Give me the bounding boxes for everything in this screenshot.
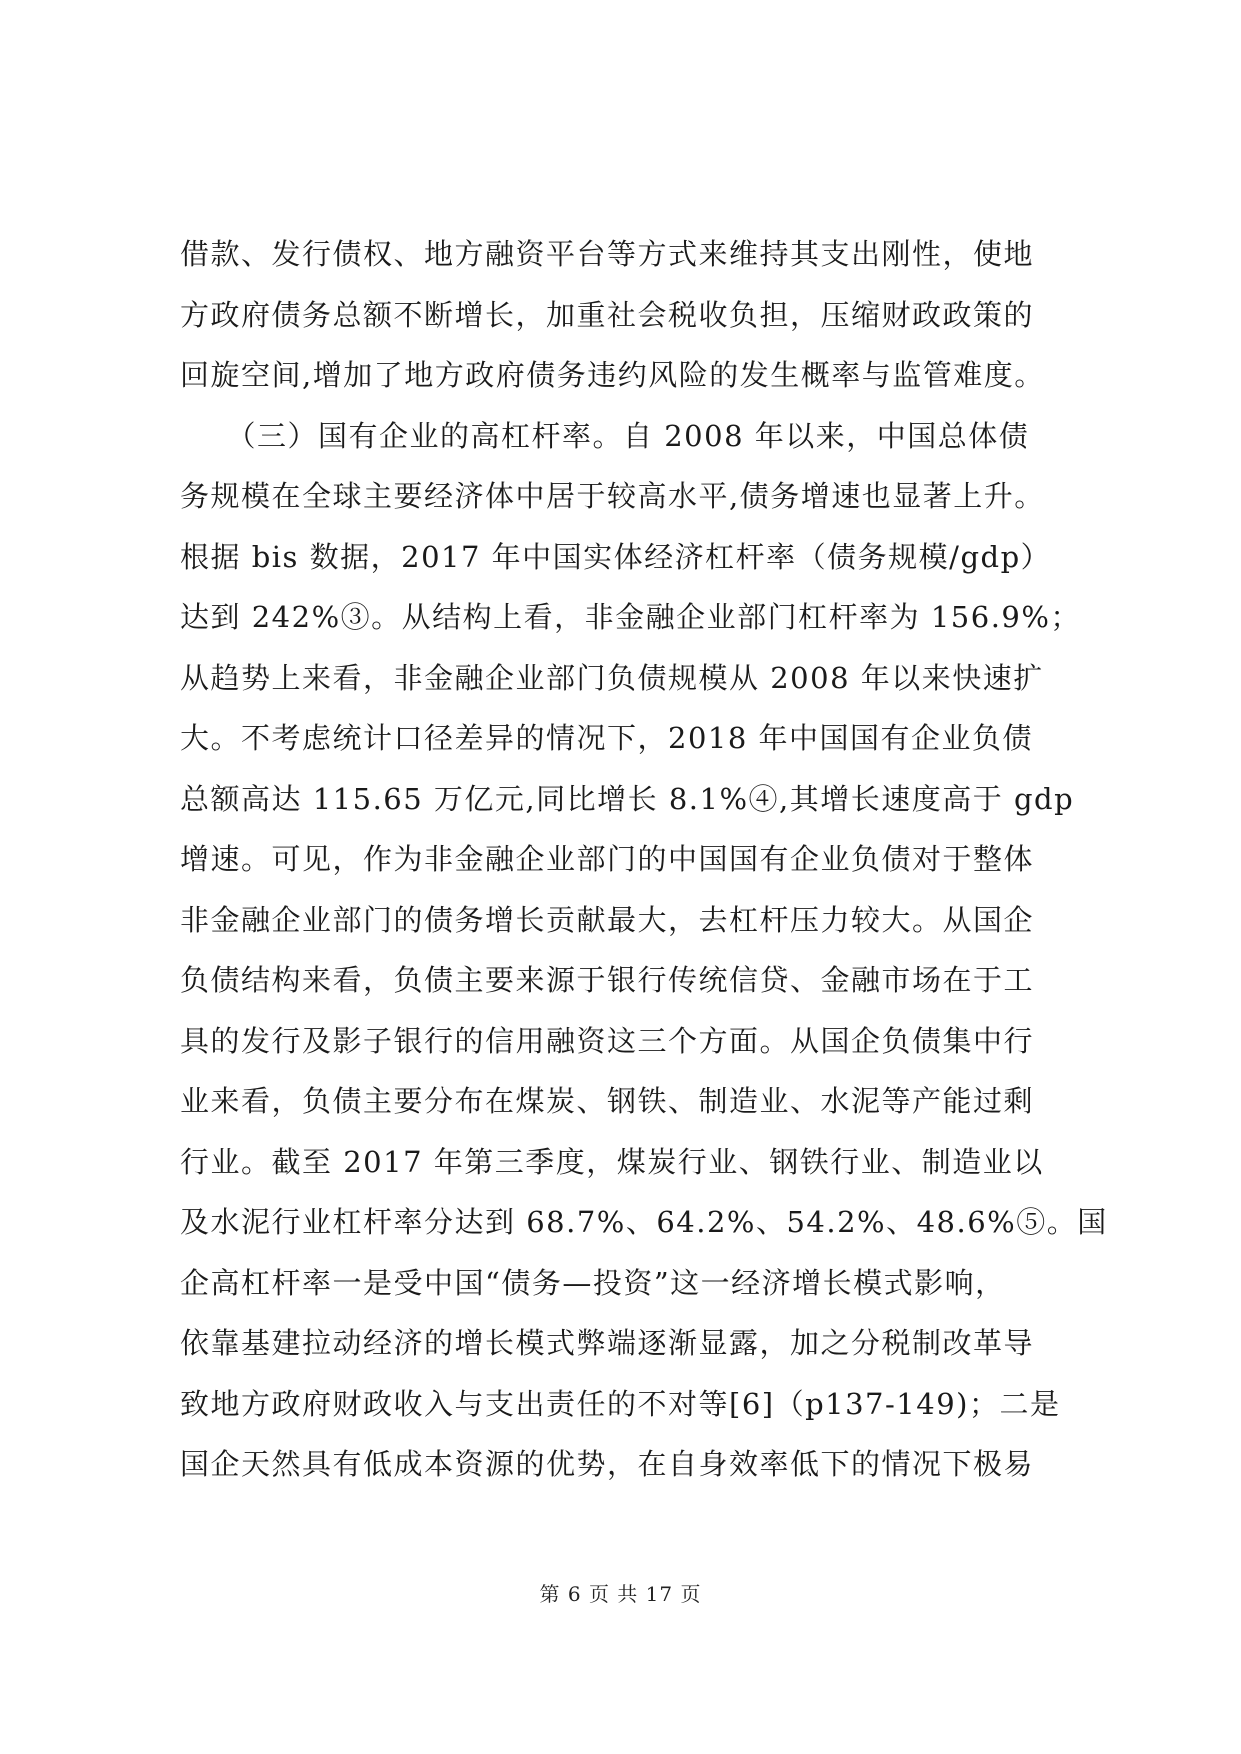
text-line-4: （三）国有企业的高杠杆率。自 2008 年以来，中国总体债 (180, 418, 1030, 453)
text-line-10: 总额高达 115.65 万亿元,同比增长 8.1%④,其增长速度高于 gdp (180, 781, 1075, 816)
text-line-11: 增速。可见，作为非金融企业部门的中国国有企业负债对于整体 (180, 842, 1035, 876)
text-line-13: 负债结构来看，负债主要来源于银行传统信贷、金融市场在于工 (180, 963, 1035, 997)
text-line-17: 及水泥行业杠杆率分达到 68.7%、64.2%、54.2%、48.6%⑤。国 (180, 1205, 1108, 1239)
text-line-12: 非金融企业部门的债务增长贡献最大，去杠杆压力较大。从国企 (180, 902, 1035, 937)
text-line-18: 企高杠杆率一是受中国“债务—投资”这一经济增长模式影响， (180, 1265, 1006, 1300)
text-line-9: 大。不考虑统计口径差异的情况下，2018 年中国国有企业负债 (180, 721, 1034, 755)
text-line-21: 国企天然具有低成本资源的优势，在自身效率低下的情况下极易 (180, 1447, 1035, 1481)
text-line-16: 行业。截至 2017 年第三季度，煤炭行业、钢铁行业、制造业以 (180, 1144, 1044, 1179)
body-text (180, 224, 1108, 1495)
text-line-14: 具的发行及影子银行的信用融资这三个方面。从国企负债集中行 (180, 1023, 1035, 1058)
text-line-1: 借款、发行债权、地方融资平台等方式来维持其支出刚性，使地 (180, 237, 1035, 271)
page-number-footer: 第 6 页 共 17 页 (539, 1582, 702, 1606)
text-line-7: 达到 242%③。从结构上看，非金融企业部门杠杆率为 156.9%； (180, 600, 1081, 634)
text-line-20: 致地方政府财政收入与支出责任的不对等[6]（p137-149)；二是 (180, 1386, 1061, 1421)
text-line-3: 回旋空间,增加了地方政府债务违约风险的发生概率与监管难度。 (180, 358, 1045, 392)
text-line-2: 方政府债务总额不断增长，加重社会税收负担，压缩财政政策的 (180, 297, 1035, 332)
text-line-19: 依靠基建拉动经济的增长模式弊端逐渐显露，加之分税制改革导 (180, 1326, 1035, 1360)
text-line-15: 业来看，负债主要分布在煤炭、钢铁、制造业、水泥等产能过剩 (180, 1084, 1035, 1118)
text-line-8: 从趋势上来看，非金融企业部门负债规模从 2008 年以来快速扩 (180, 660, 1044, 695)
text-line-6: 根据 bis 数据，2017 年中国实体经济杠杆率（债务规模/gdp） (180, 539, 1052, 574)
text-line-5: 务规模在全球主要经济体中居于较高水平,债务增速也显著上升。 (180, 479, 1045, 513)
